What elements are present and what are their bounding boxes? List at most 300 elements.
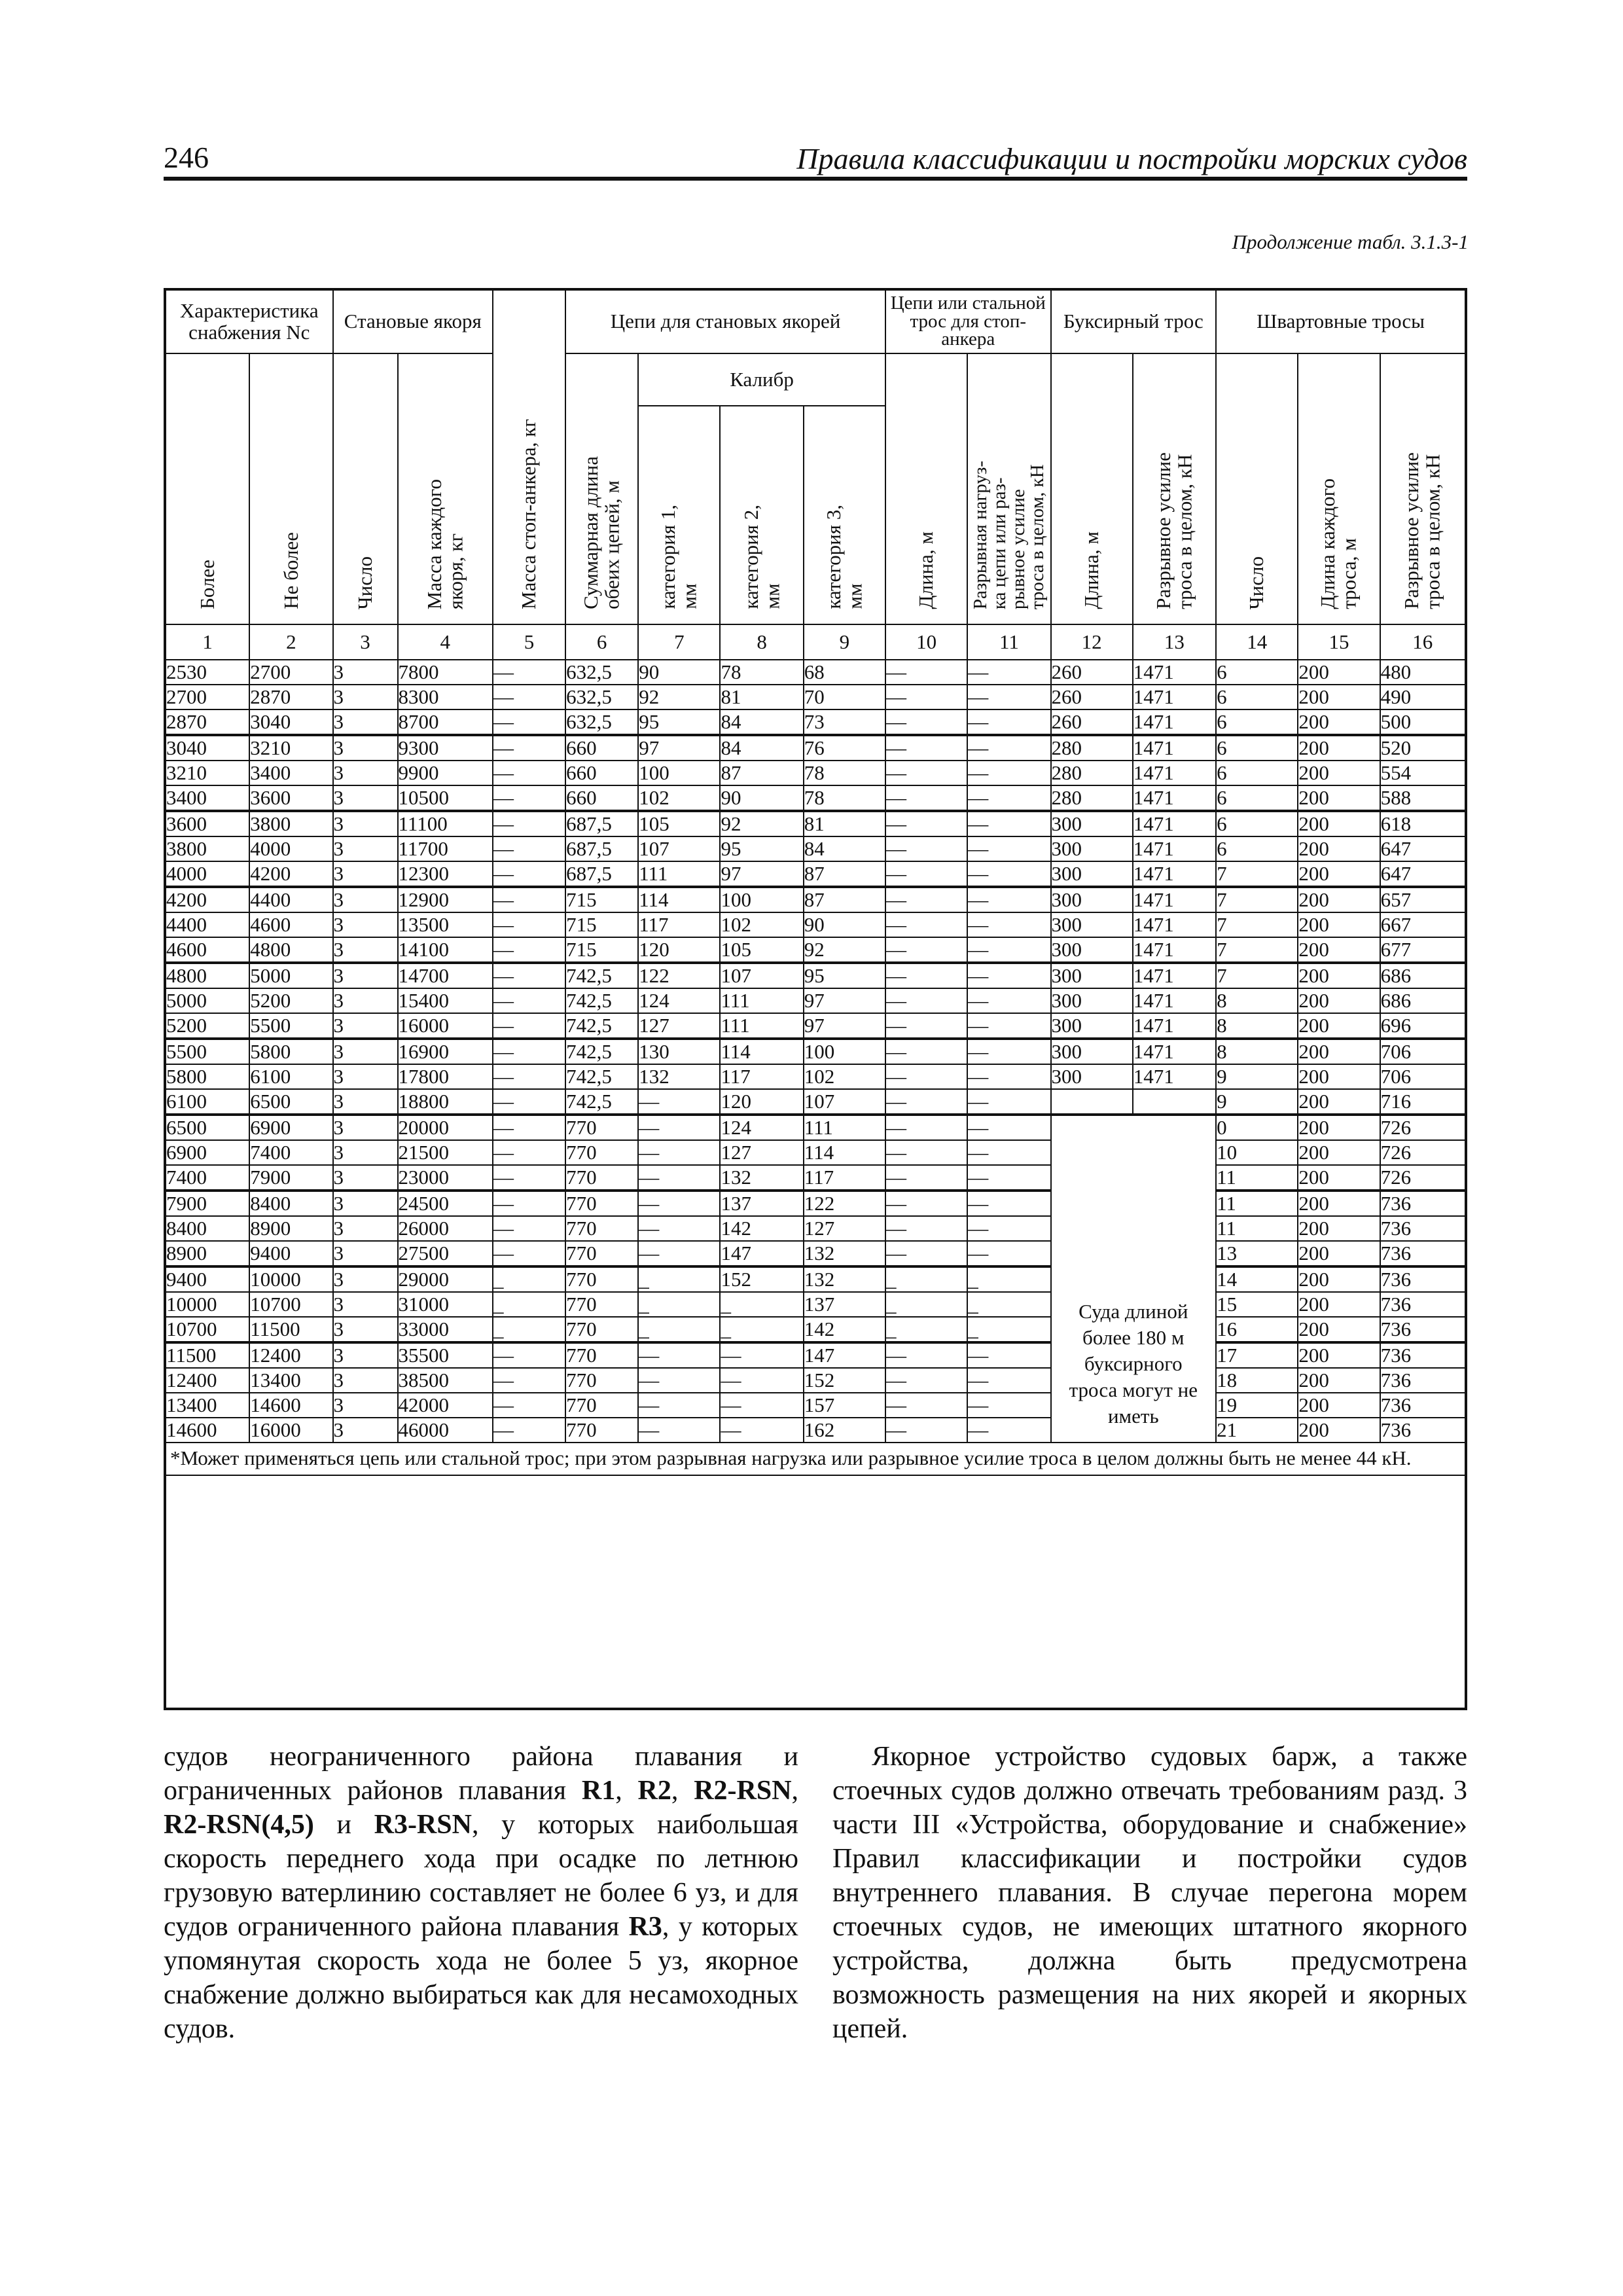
- header-towline: Буксирный трос: [1051, 291, 1217, 353]
- table-cell: 5200: [166, 1013, 249, 1038]
- table-cell: 16: [1216, 1317, 1298, 1342]
- table-cell: —: [967, 1115, 1050, 1140]
- table-cell: 742,5: [565, 988, 638, 1013]
- table-cell: 3: [333, 685, 398, 709]
- table-cell: 1471: [1133, 1064, 1216, 1089]
- table-cell: —: [885, 685, 967, 709]
- table-cell: 3: [333, 660, 398, 685]
- table-cell: 500: [1380, 709, 1465, 734]
- table-cell: 200: [1298, 1216, 1380, 1241]
- table-cell: —: [493, 836, 565, 861]
- table-cell: 87: [804, 888, 885, 912]
- table-cell: 4200: [249, 861, 332, 886]
- table-cell: 9300: [398, 736, 493, 761]
- table-cell: 300: [1051, 1064, 1133, 1089]
- table-cell: —: [967, 1039, 1050, 1064]
- table-cell: 7900: [166, 1191, 249, 1216]
- table-cell: _: [967, 1292, 1050, 1317]
- table-cell: —: [967, 937, 1050, 962]
- table-cell: —: [493, 1064, 565, 1089]
- table-cell: 10: [1216, 1140, 1298, 1165]
- table-cell: —: [885, 1039, 967, 1064]
- table-cell: 122: [804, 1191, 885, 1216]
- table-cell: 716: [1380, 1089, 1465, 1114]
- table-cell: 10500: [398, 785, 493, 810]
- table-cell: 200: [1298, 709, 1380, 734]
- table-cell: 4400: [249, 888, 332, 912]
- table-cell: 200: [1298, 1064, 1380, 1089]
- table-cell: —: [638, 1216, 720, 1241]
- table-row: [166, 1064, 1465, 1089]
- table-cell: 6: [1216, 785, 1298, 810]
- table-cell: —: [638, 1343, 720, 1368]
- table-cell: 11100: [398, 812, 493, 836]
- table-cell: —: [885, 912, 967, 937]
- table-cell: 107: [720, 963, 803, 988]
- table-cell: 3400: [249, 761, 332, 785]
- table-cell: 35500: [398, 1343, 493, 1368]
- table-grid: [166, 291, 1465, 1476]
- table-cell: 3: [333, 1343, 398, 1368]
- table-continuation-label: Продолжение табл. 3.1.3-1: [1232, 230, 1469, 253]
- table-cell: 137: [804, 1292, 885, 1317]
- table-cell: —: [967, 761, 1050, 785]
- table-cell: 46000: [398, 1418, 493, 1443]
- table-cell: 120: [720, 1089, 803, 1114]
- table-cell: 42000: [398, 1393, 493, 1418]
- table-cell: 1471: [1133, 660, 1216, 685]
- table-cell: 736: [1380, 1343, 1465, 1368]
- table-cell: —: [493, 1191, 565, 1216]
- table-cell: —: [493, 1039, 565, 1064]
- table-cell: 16000: [249, 1418, 332, 1443]
- table-cell: 15400: [398, 988, 493, 1013]
- table-cell: 10700: [166, 1317, 249, 1342]
- table-cell: 8: [1216, 1013, 1298, 1038]
- table-cell: 300: [1051, 988, 1133, 1013]
- region-code: R2: [637, 1776, 671, 1806]
- table-cell: —: [885, 1013, 967, 1038]
- table-cell: 84: [720, 709, 803, 734]
- table-cell: —: [967, 660, 1050, 685]
- table-cell: —: [720, 1393, 803, 1418]
- table-row: [166, 1089, 1465, 1114]
- table-cell: 1471: [1133, 988, 1216, 1013]
- table-cell: 706: [1380, 1064, 1465, 1089]
- table-cell: 200: [1298, 1393, 1380, 1418]
- table-cell: —: [493, 888, 565, 912]
- table-cell: —: [493, 1165, 565, 1190]
- table-cell: 736: [1380, 1418, 1465, 1443]
- table-cell: 520: [1380, 736, 1465, 761]
- table-cell: 200: [1298, 1115, 1380, 1140]
- table-cell: 280: [1051, 761, 1133, 785]
- table-cell: 5000: [166, 988, 249, 1013]
- table-cell: —: [493, 660, 565, 685]
- table-row: [166, 1216, 1465, 1241]
- table-cell: —: [967, 836, 1050, 861]
- table-cell: 38500: [398, 1368, 493, 1393]
- header-not-over: Не более: [249, 353, 332, 624]
- table-cell: 16000: [398, 1013, 493, 1038]
- table-cell: —: [967, 861, 1050, 886]
- table-cell: 29000: [398, 1267, 493, 1292]
- table-cell: 14700: [398, 963, 493, 988]
- table-cell: 1471: [1133, 736, 1216, 761]
- table-cell: —: [638, 1089, 720, 1114]
- table-cell: 11700: [398, 836, 493, 861]
- header-chain-length: Суммарная длина обеих цепей, м: [565, 353, 638, 624]
- table-cell: 102: [804, 1064, 885, 1089]
- table-cell: —: [885, 1393, 967, 1418]
- table-cell: 14600: [249, 1393, 332, 1418]
- table-cell: 13400: [166, 1393, 249, 1418]
- table-cell: 97: [720, 861, 803, 886]
- table-row: [166, 1039, 1465, 1064]
- table-cell: 107: [638, 836, 720, 861]
- header-stop-load: Разрывная нагруз- ка цепи или раз- рывное усилие троса в целом, кН: [967, 353, 1050, 624]
- table-cell: —: [493, 1418, 565, 1443]
- table-cell: 3600: [166, 812, 249, 836]
- table-cell: 3: [333, 1292, 398, 1317]
- table-cell: 1471: [1133, 937, 1216, 962]
- table-cell: —: [967, 1368, 1050, 1393]
- table-cell: 12900: [398, 888, 493, 912]
- table-cell: 1471: [1133, 836, 1216, 861]
- table-cell: 200: [1298, 937, 1380, 962]
- table-cell: —: [493, 1013, 565, 1038]
- table-cell: 6100: [249, 1064, 332, 1089]
- table-cell: 3: [333, 937, 398, 962]
- table-cell: 6: [1216, 761, 1298, 785]
- table-cell: 770: [565, 1292, 638, 1317]
- table-cell: 14: [1216, 1267, 1298, 1292]
- table-cell: 3: [333, 963, 398, 988]
- table-cell: 9900: [398, 761, 493, 785]
- table-cell: 92: [720, 812, 803, 836]
- table-cell: 632,5: [565, 660, 638, 685]
- table-cell: 114: [720, 1039, 803, 1064]
- table-cell: —: [493, 812, 565, 836]
- table-cell: 127: [638, 1013, 720, 1038]
- table-cell: 200: [1298, 1343, 1380, 1368]
- table-cell: 647: [1380, 861, 1465, 886]
- table-cell: 770: [565, 1140, 638, 1165]
- header-moor-count: Число: [1216, 353, 1298, 624]
- table-cell: 11500: [249, 1317, 332, 1342]
- table-cell: 647: [1380, 836, 1465, 861]
- table-cell: 3800: [166, 836, 249, 861]
- table-cell: 1471: [1133, 1039, 1216, 1064]
- table-cell: 200: [1298, 1418, 1380, 1443]
- table-cell: 3: [333, 988, 398, 1013]
- table-cell: 124: [720, 1115, 803, 1140]
- table-cell: 3040: [166, 736, 249, 761]
- table-cell: 7400: [166, 1165, 249, 1190]
- table-cell: 7: [1216, 912, 1298, 937]
- table-cell: 280: [1051, 785, 1133, 810]
- table-cell: 1471: [1133, 785, 1216, 810]
- table-cell: 3040: [249, 709, 332, 734]
- table-cell: —: [720, 1368, 803, 1393]
- table-cell: 300: [1051, 1039, 1133, 1064]
- table-cell: 26000: [398, 1216, 493, 1241]
- table-cell: —: [885, 1064, 967, 1089]
- table-row: [166, 1343, 1465, 1368]
- table-cell: 300: [1051, 812, 1133, 836]
- table-row: [166, 1191, 1465, 1216]
- table-row: [166, 1368, 1465, 1393]
- table-cell: 18800: [398, 1089, 493, 1114]
- table-cell: 117: [720, 1064, 803, 1089]
- table-cell: 706: [1380, 1039, 1465, 1064]
- table-cell: —: [885, 1241, 967, 1266]
- table-cell: 31000: [398, 1292, 493, 1317]
- table-cell: —: [638, 1241, 720, 1266]
- table-cell: 200: [1298, 912, 1380, 937]
- table-cell: —: [885, 660, 967, 685]
- table-row: [166, 1418, 1465, 1443]
- table-cell: 157: [804, 1393, 885, 1418]
- table-cell: 68: [804, 660, 885, 685]
- table-row: [166, 1393, 1465, 1418]
- header-stop-anchor-chain: Цепи или стальной трос для стоп-анкера: [885, 291, 1051, 353]
- table-cell: 200: [1298, 1368, 1380, 1393]
- table-row: [166, 1013, 1465, 1038]
- table-cell: 200: [1298, 1267, 1380, 1292]
- table-cell: 726: [1380, 1140, 1465, 1165]
- table-cell: 200: [1298, 812, 1380, 836]
- table-cell: 3: [333, 1393, 398, 1418]
- table-cell: —: [638, 1115, 720, 1140]
- table-cell: 200: [1298, 785, 1380, 810]
- table-cell: 10700: [249, 1292, 332, 1317]
- header-nc: Характеристика снабжения Nc: [166, 291, 333, 353]
- table-cell: 73: [804, 709, 885, 734]
- table-cell: 6100: [166, 1089, 249, 1114]
- table-cell: 1471: [1133, 963, 1216, 988]
- table-cell: _: [638, 1317, 720, 1342]
- table-cell: —: [967, 685, 1050, 709]
- table-cell: 142: [720, 1216, 803, 1241]
- table-cell: 7900: [249, 1165, 332, 1190]
- table-cell: 127: [804, 1216, 885, 1241]
- table-cell: —: [967, 1140, 1050, 1165]
- table-cell: 10000: [166, 1292, 249, 1317]
- table-cell: 120: [638, 937, 720, 962]
- table-cell: 5500: [249, 1013, 332, 1038]
- table-cell: 33000: [398, 1317, 493, 1342]
- table-cell: 200: [1298, 1292, 1380, 1317]
- table-cell: 2530: [166, 660, 249, 685]
- table-cell: 111: [720, 1013, 803, 1038]
- region-code: R3-RSN: [374, 1810, 472, 1840]
- col-num: 3: [333, 624, 398, 660]
- table-cell: 280: [1051, 736, 1133, 761]
- table-cell: 6: [1216, 709, 1298, 734]
- table-cell: —: [493, 912, 565, 937]
- table-cell: 3: [333, 1216, 398, 1241]
- table-cell: 3: [333, 836, 398, 861]
- table-cell: 152: [804, 1368, 885, 1393]
- table-cell: 4000: [249, 836, 332, 861]
- table-cell: 11: [1216, 1165, 1298, 1190]
- table-cell: 76: [804, 736, 885, 761]
- table-cell: 8: [1216, 988, 1298, 1013]
- table-cell: 6: [1216, 812, 1298, 836]
- table-cell: 3600: [249, 785, 332, 810]
- table-cell: —: [885, 812, 967, 836]
- page-number: 246: [164, 141, 209, 174]
- table-cell: 5000: [249, 963, 332, 988]
- table-cell: 8400: [166, 1216, 249, 1241]
- table-cell: 13: [1216, 1241, 1298, 1266]
- table-cell: 3210: [166, 761, 249, 785]
- table-cell: 20000: [398, 1115, 493, 1140]
- table-cell: —: [493, 1115, 565, 1140]
- table-cell: 13500: [398, 912, 493, 937]
- table-cell: 132: [720, 1165, 803, 1190]
- col-num: 11: [967, 624, 1050, 660]
- table-cell: —: [885, 963, 967, 988]
- table-cell: 770: [565, 1165, 638, 1190]
- table-cell: 4800: [166, 963, 249, 988]
- table-cell: 1471: [1133, 812, 1216, 836]
- table-cell: 95: [638, 709, 720, 734]
- table-cell: [1133, 1089, 1216, 1114]
- table-cell: 5800: [249, 1039, 332, 1064]
- table-cell: 147: [804, 1343, 885, 1368]
- table-cell: 6: [1216, 685, 1298, 709]
- table-cell: —: [720, 1343, 803, 1368]
- table-cell: 90: [638, 660, 720, 685]
- table-cell: 300: [1051, 888, 1133, 912]
- table-cell: 3: [333, 785, 398, 810]
- table-cell: —: [967, 1343, 1050, 1368]
- table-cell: 3: [333, 761, 398, 785]
- table-cell: 300: [1051, 1013, 1133, 1038]
- table-cell: 2870: [249, 685, 332, 709]
- table-cell: —: [493, 685, 565, 709]
- table-cell: 90: [720, 785, 803, 810]
- table-cell: 742,5: [565, 1064, 638, 1089]
- table-cell: 736: [1380, 1368, 1465, 1393]
- table-cell: 696: [1380, 1013, 1465, 1038]
- table-cell: 90: [804, 912, 885, 937]
- table-cell: 480: [1380, 660, 1465, 685]
- table-cell: 686: [1380, 988, 1465, 1013]
- table-cell: 78: [720, 660, 803, 685]
- table-cell: —: [885, 736, 967, 761]
- table-cell: 70: [804, 685, 885, 709]
- table-cell: 726: [1380, 1165, 1465, 1190]
- table-cell: 736: [1380, 1393, 1465, 1418]
- table-cell: 3210: [249, 736, 332, 761]
- table-cell: 1471: [1133, 709, 1216, 734]
- table-row: [166, 685, 1465, 709]
- table-cell: 97: [804, 988, 885, 1013]
- table-cell: —: [638, 1368, 720, 1393]
- col-num: 7: [638, 624, 720, 660]
- table-cell: 660: [565, 736, 638, 761]
- table-cell: —: [885, 861, 967, 886]
- table-cell: 81: [804, 812, 885, 836]
- table-cell: —: [885, 1089, 967, 1114]
- table-cell: 686: [1380, 963, 1465, 988]
- table-cell: —: [885, 761, 967, 785]
- table-cell: 100: [720, 888, 803, 912]
- col-num: 8: [720, 624, 803, 660]
- table-cell: 27500: [398, 1241, 493, 1266]
- table-cell: 8900: [166, 1241, 249, 1266]
- col-num: 13: [1133, 624, 1216, 660]
- table-row: [166, 1292, 1465, 1317]
- table-cell: 3: [333, 1191, 398, 1216]
- table-cell: 3: [333, 1241, 398, 1266]
- table-cell: 660: [565, 785, 638, 810]
- table-cell: 3: [333, 1115, 398, 1140]
- table-cell: 162: [804, 1418, 885, 1443]
- table-cell: 3: [333, 1140, 398, 1165]
- table-cell: —: [493, 1343, 565, 1368]
- table-cell: —: [493, 761, 565, 785]
- table-cell: 632,5: [565, 685, 638, 709]
- header-anchor-count: Число: [333, 353, 398, 624]
- table-cell: —: [885, 1191, 967, 1216]
- table-cell: 300: [1051, 861, 1133, 886]
- table-row: [166, 861, 1465, 886]
- table-cell: _: [493, 1267, 565, 1292]
- table-cell: [1051, 1089, 1133, 1114]
- table-cell: 97: [638, 736, 720, 761]
- table-cell: 715: [565, 888, 638, 912]
- table-cell: 667: [1380, 912, 1465, 937]
- table-cell: 0: [1216, 1115, 1298, 1140]
- table-cell: 770: [565, 1267, 638, 1292]
- table-cell: 114: [638, 888, 720, 912]
- col-num: 12: [1051, 624, 1133, 660]
- table-cell: —: [885, 836, 967, 861]
- header-cat3: категория 3, мм: [804, 406, 885, 624]
- header-stop-length: Длина, м: [885, 353, 967, 624]
- table-cell: —: [885, 1140, 967, 1165]
- table-cell: 15: [1216, 1292, 1298, 1317]
- table-cell: —: [967, 1013, 1050, 1038]
- table-cell: 105: [720, 937, 803, 962]
- header-anchor-mass: Масса каждого якоря, кг: [398, 353, 493, 624]
- table-cell: 6500: [166, 1115, 249, 1140]
- table-cell: 11500: [166, 1343, 249, 1368]
- header-anchors: Становые якоря: [333, 291, 493, 353]
- table-cell: 7400: [249, 1140, 332, 1165]
- table-cell: 2870: [166, 709, 249, 734]
- table-cell: —: [967, 1165, 1050, 1190]
- table-cell: —: [967, 963, 1050, 988]
- table-cell: 4400: [166, 912, 249, 937]
- table-cell: 736: [1380, 1216, 1465, 1241]
- table-cell: 3: [333, 888, 398, 912]
- table-cell: —: [638, 1165, 720, 1190]
- table-cell: 770: [565, 1368, 638, 1393]
- table-cell: 122: [638, 963, 720, 988]
- table-cell: 300: [1051, 937, 1133, 962]
- header-tow-length: Длина, м: [1051, 353, 1133, 624]
- table-cell: 7: [1216, 937, 1298, 962]
- table-cell: 200: [1298, 1317, 1380, 1342]
- table-cell: 100: [804, 1039, 885, 1064]
- table-cell: 81: [720, 685, 803, 709]
- table-row: [166, 963, 1465, 988]
